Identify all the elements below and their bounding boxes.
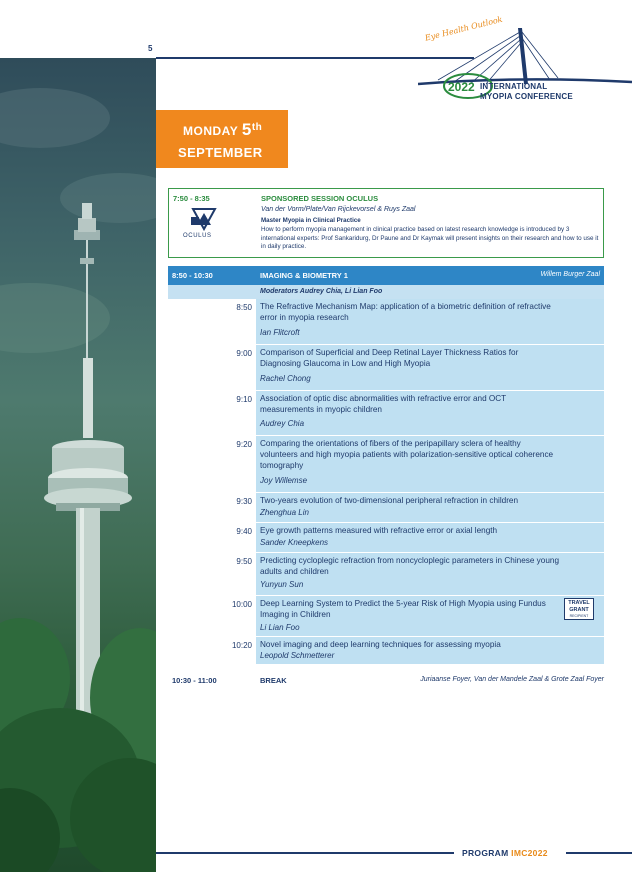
talk-time: 8:50 [236,303,252,312]
talk-author: Li Lian Foo [260,623,300,632]
talk-author: Sander Kneepkens [260,538,329,547]
sponsored-description: How to perform myopia management in clinical practice based on latest research knowledge is introduced by 3 international experts: Prof Sankaridurg, Dr Paune and Dr Kaymak will present insights on their research and how to use it in daily practice. [261,226,599,250]
talk-time: 9:50 [236,557,252,566]
talk-row [256,391,604,435]
travel-grant-line2: GRANT [569,607,589,613]
talk-author: Rachel Chong [260,374,311,383]
talk-title: Novel imaging and deep learning techniques for assessing myopia [260,640,501,649]
talk-title: Comparing the orientations of fibers of the peripapillary sclera of healthy volunteers and high myopia patients with polarization-sensitive optical coherence tomography [260,439,554,470]
logo-title-line2: MYOPIA CONFERENCE [480,92,573,101]
talk-row [256,436,604,492]
talk-row [256,523,604,552]
break-location: Juriaanse Foyer, Van der Mandele Zaal & Grote Zaal Foyer [420,676,604,683]
euromast-photo [0,58,156,872]
footer-prefix: PROGRAM [462,848,509,858]
talk-time: 9:30 [236,497,252,506]
session-title: IMAGING & BIOMETRY 1 [260,271,348,280]
talk-title: Comparison of Superficial and Deep Retinal Layer Thickness Ratios for Diagnosing Glaucoma in Low and High Myopia [260,348,519,368]
talk-title: Eye growth patterns measured with refractive error or axial length [260,526,498,535]
talk-title: The Refractive Mechanism Map: application of a biometric definition of refractive error in myopia research [260,302,551,322]
talk-time: 10:00 [231,600,252,609]
logo-year: 2022 [448,80,475,94]
logo-tagline: Eye Health Outlook [424,14,504,43]
day-month: SEPTEMBER [178,145,263,160]
talk-author: Audrey Chia [260,419,305,428]
sponsored-rooms: Van der Vorm/Plate/Van Rijckevorsel & Ruys Zaal [261,206,416,213]
footer-program-label [462,848,548,858]
talk-title: Deep Learning System to Predict the 5-year Risk of High Myopia using Fundus Imaging in Children [260,599,546,619]
logo-title-line1: INTERNATIONAL [480,82,548,91]
talk-time: 9:00 [236,349,252,358]
talk-title: Association of optic disc abnormalities with refractive error and OCT measurements in myopic children [260,394,507,414]
day-suffix: th [251,122,263,133]
talk-title: Two-years evolution of two-dimensional peripheral refraction in children [260,496,519,505]
break-time: 10:30 - 11:00 [172,676,217,685]
travel-grant-line3: RECIPIENT [569,614,589,618]
page-number: 5 [148,44,153,53]
session-time: 8:50 - 10:30 [172,271,213,280]
day-number: 5 [241,120,252,139]
talk-time: 10:20 [231,641,252,650]
oculus-logo-label: OCULUS [183,233,212,239]
session-moderators-row [168,285,604,299]
talk-row [256,493,604,522]
talk-author: Ian Flitcroft [260,328,300,337]
talk-time: 9:40 [236,527,252,536]
footer-rule-right [566,852,632,854]
talk-row [256,553,604,595]
talk-author: Yunyun Sun [260,580,304,589]
talk-row [256,637,604,664]
break-label: BREAK [260,676,287,685]
talk-author: Joy Willemse [260,476,308,485]
talk-author: Zhenghua Lin [260,508,309,517]
talk-row [256,345,604,390]
sponsored-time: 7:50 - 8:35 [173,194,210,203]
day-weekday: MONDAY [183,124,239,138]
talk-title: Predicting cycloplegic refraction from noncycloplegic parameters in Chinese young adults and children [260,556,559,576]
travel-grant-badge [564,598,594,620]
travel-grant-line1: TRAVEL [568,600,590,606]
sponsored-session-box [168,188,604,258]
session-header [168,266,604,285]
session-moderators: Moderators Audrey Chia, Li Lian Foo [260,288,383,295]
day-weekday-line [183,120,262,140]
sponsored-subtitle: Master Myopia in Clinical Practice [261,217,361,224]
talk-row [256,299,604,344]
session-room: Willem Burger Zaal [540,271,600,278]
sponsored-title: SPONSORED SESSION OCULUS [261,194,379,203]
footer-rule-left [156,852,454,854]
talk-time: 9:20 [236,440,252,449]
talk-row [256,596,604,636]
talk-time: 9:10 [236,395,252,404]
talk-author: Leopold Schmetterer [260,651,335,660]
day-banner [156,110,288,168]
footer-accent: IMC2022 [511,848,548,858]
